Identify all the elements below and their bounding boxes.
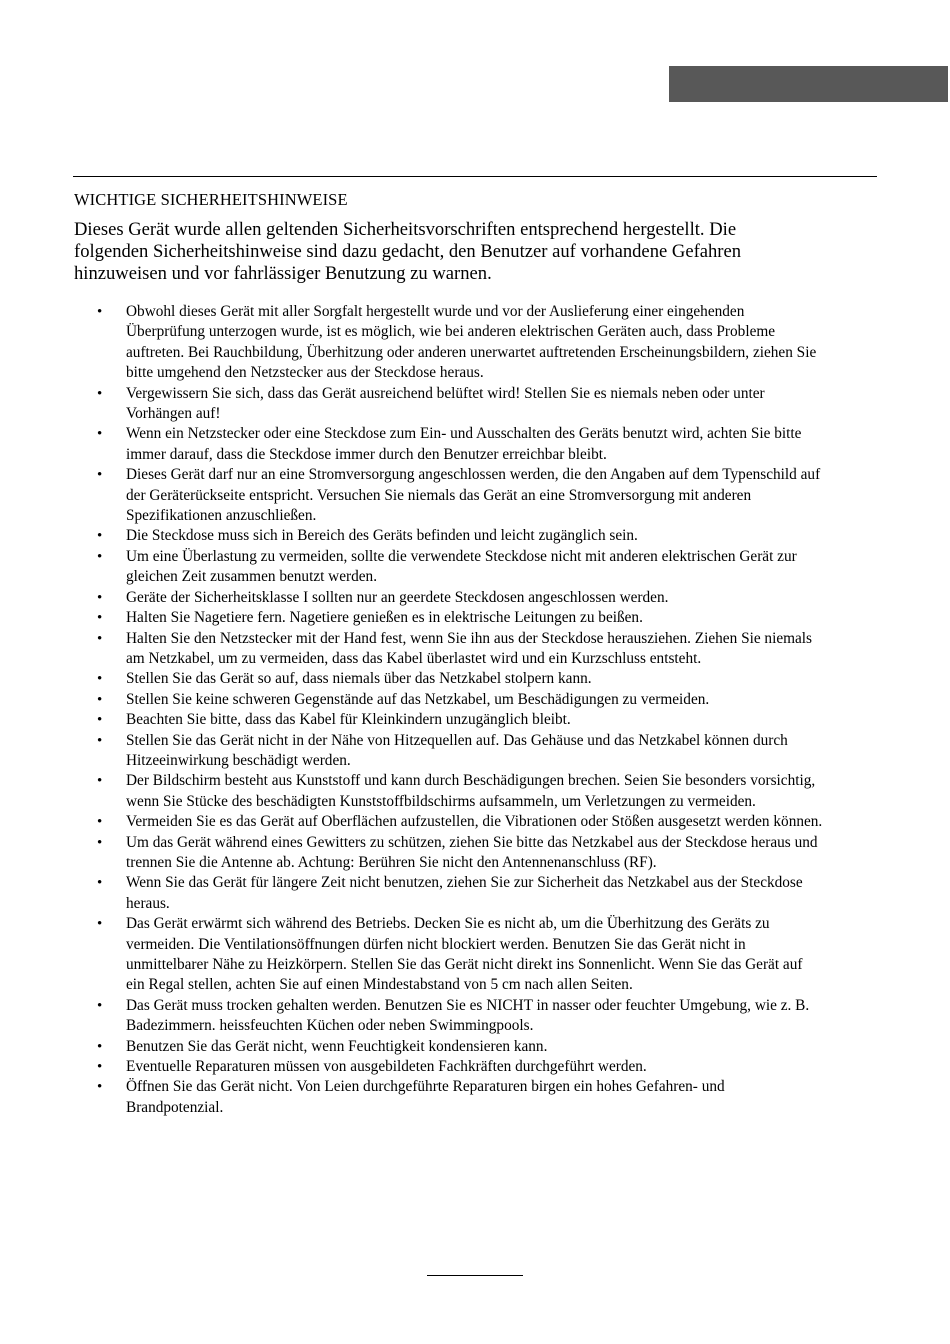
bullet-icon: • bbox=[97, 528, 103, 545]
list-item-text: Das Gerät muss trocken gehalten werden. Benutzen Sie es NICHT in nasser oder feuchter Umgebung, wie z. B. Badezimmern. heissfeuchten Küchen oder neben Swimmingpools. bbox=[126, 996, 810, 1035]
list-item-text: Um das Gerät während eines Gewitters zu schützen, ziehen Sie bitte das Netzkabel aus der Steckdose heraus und trennen Sie die Antenne ab. Achtung: Berühren Sie nicht den Antennenanschluss (RF). bbox=[126, 833, 818, 871]
list-item bbox=[74, 771, 824, 812]
list-item-text: Halten Sie Nagetiere fern. Nagetiere genießen es in elektrische Leitungen zu beißen. bbox=[126, 609, 643, 627]
bullet-icon: • bbox=[97, 467, 103, 484]
bullet-icon: • bbox=[97, 997, 103, 1014]
header-bar bbox=[669, 66, 948, 102]
bullet-icon: • bbox=[97, 1079, 103, 1096]
list-item bbox=[74, 629, 824, 670]
list-item-text: Wenn ein Netzstecker oder eine Steckdose zum Ein- und Ausschalten des Geräts benutzt wird, achten Sie bitte immer darauf, dass die Steckdose immer durch den Benutzer erreichbar bleibt. bbox=[126, 425, 802, 463]
list-item-text: Benutzen Sie das Gerät nicht, wenn Feuchtigkeit kondensieren kann. bbox=[126, 1037, 548, 1055]
list-item-text: Halten Sie den Netzstecker mit der Hand fest, wenn Sie ihn aus der Steckdose herausziehen. Ziehen Sie niemals am Netzkabel, um zu vermeiden, dass das Kabel überlastet wird und ein Kurzschluss entsteht. bbox=[126, 629, 813, 667]
list-item-text: Stellen Sie das Gerät nicht in der Nähe von Hitzequellen auf. Das Gehäuse und das Netzkabel können durch Hitzeeinwirkung beschädigt werden. bbox=[126, 731, 788, 769]
bullet-icon: • bbox=[97, 610, 103, 627]
list-item bbox=[74, 690, 824, 710]
intro-paragraph: Dieses Gerät wurde allen geltenden Sicherheitsvorschriften entsprechend hergestellt. Die folgenden Sicherheitshinweise sind dazu gedacht, den Benutzer auf vorhandene Gefahren hinzuweisen und vor fahrlässiger Benutzung zu warnen. bbox=[74, 219, 742, 284]
list-item-text: Öffnen Sie das Gerät nicht. Von Leien durchgeführte Reparaturen birgen ein hohes Gefahren- und Brandpotenzial. bbox=[126, 1078, 725, 1116]
bullet-icon: • bbox=[97, 589, 103, 606]
bullet-icon: • bbox=[97, 732, 103, 749]
bullet-icon: • bbox=[97, 304, 103, 320]
list-item bbox=[74, 1057, 824, 1077]
list-item-text: Die Steckdose muss sich in Bereich des Geräts befinden und leicht zugänglich sein. bbox=[126, 527, 638, 545]
list-item-text: Vergewissern Sie sich, dass das Gerät ausreichend belüftet wird! Stellen Sie es niemals neben oder unter Vorhängen auf! bbox=[126, 384, 765, 423]
list-item bbox=[74, 588, 824, 608]
list-item bbox=[74, 996, 824, 1037]
list-item bbox=[74, 1077, 824, 1118]
list-item-text: Obwohl dieses Gerät mit aller Sorgfalt hergestellt wurde und vor der Auslieferung einer eingehenden Überprüfung unterzogen wurde, ist es möglich, wie bei anderen elektrischen Geräten auch, dass Probleme auftreten. Bei Rauchbildung, Überhitzung oder anderen unerwartet auftretenden Erscheinungsbildern, ziehen Sie bitte umgehend den Netzstecker aus der Steckdose heraus. bbox=[126, 303, 817, 382]
bullet-icon: • bbox=[97, 426, 103, 443]
list-item bbox=[74, 731, 824, 772]
bullet-icon: • bbox=[97, 712, 103, 729]
bullet-icon: • bbox=[97, 1038, 103, 1055]
top-divider bbox=[73, 176, 877, 177]
bullet-icon: • bbox=[97, 691, 103, 708]
list-item bbox=[74, 833, 824, 874]
list-item-text: Vermeiden Sie es das Gerät auf Oberflächen aufzustellen, die Vibrationen oder Stößen ausgesetzt werden können. bbox=[126, 813, 823, 831]
list-item bbox=[74, 873, 824, 914]
list-item bbox=[74, 669, 824, 689]
list-item bbox=[74, 914, 824, 996]
list-item-text: Der Bildschirm besteht aus Kunststoff und kann durch Beschädigungen brechen. Seien Sie besonders vorsichtig, wenn Sie Stücke des beschädigten Kunststoffbildschirms aufsammeln, um Verletzungen zu vermeiden. bbox=[126, 772, 816, 810]
list-item bbox=[74, 547, 824, 588]
list-item bbox=[74, 526, 824, 546]
bullet-icon: • bbox=[97, 814, 103, 831]
bullet-icon: • bbox=[97, 916, 103, 933]
list-item bbox=[74, 1037, 824, 1057]
bullet-icon: • bbox=[97, 834, 103, 851]
list-item-text: Stellen Sie das Gerät so auf, dass niemals über das Netzkabel stolpern kann. bbox=[126, 670, 592, 688]
list-item bbox=[74, 710, 824, 730]
list-item bbox=[74, 302, 824, 384]
list-item-text: Dieses Gerät darf nur an eine Stromversorgung angeschlossen werden, die den Angaben auf dem Typenschild auf der Geräterückseite entspricht. Versuchen Sie niemals das Gerät an eine Stromversorgung mit anderen Spezifikationen anzuschließen. bbox=[126, 466, 821, 525]
list-item-text: Um eine Überlastung zu vermeiden, sollte die verwendete Steckdose nicht mit anderen elektrischen Gerät zur gleichen Zeit zusammen benutzt werden. bbox=[126, 547, 797, 586]
safety-instructions-list bbox=[74, 302, 824, 1118]
list-item bbox=[74, 384, 824, 425]
bottom-divider bbox=[427, 1275, 523, 1276]
list-item bbox=[74, 812, 824, 832]
list-item-text: Das Gerät erwärmt sich während des Betriebs. Decken Sie es nicht ab, um die Überhitzung des Geräts zu vermeiden. Die Ventilationsöffnungen dürfen nicht blockiert werden. Benutzen Sie das Gerät nicht in unmittelbarer Nähe zu Heizkörpern. Stellen Sie das Gerät nicht direkt ins Sonnenlicht. Wenn Sie das Gerät auf ein Regal stellen, achten Sie auf einen Mindestabstand von 5 cm nach allen Seiten. bbox=[126, 915, 803, 994]
section-title: WICHTIGE SICHERHEITSHINWEISE bbox=[74, 190, 348, 209]
list-item bbox=[74, 465, 824, 526]
bullet-icon: • bbox=[97, 773, 103, 790]
bullet-icon: • bbox=[97, 1059, 103, 1076]
list-item bbox=[74, 424, 824, 465]
list-item-text: Stellen Sie keine schweren Gegenstände auf das Netzkabel, um Beschädigungen zu vermeiden. bbox=[126, 690, 710, 708]
bullet-icon: • bbox=[97, 385, 103, 402]
list-item-text: Wenn Sie das Gerät für längere Zeit nicht benutzen, ziehen Sie zur Sicherheit das Netzkabel aus der Steckdose heraus. bbox=[126, 874, 803, 912]
list-item bbox=[74, 608, 824, 628]
list-item-text: Eventuelle Reparaturen müssen von ausgebildeten Fachkräften durchgeführt werden. bbox=[126, 1058, 647, 1076]
list-item-text: Geräte der Sicherheitsklasse I sollten nur an geerdete Steckdosen angeschlossen werden. bbox=[126, 588, 669, 606]
list-item-text: Beachten Sie bitte, dass das Kabel für Kleinkindern unzugänglich bleibt. bbox=[126, 711, 571, 729]
bullet-icon: • bbox=[97, 671, 103, 688]
bullet-icon: • bbox=[97, 630, 103, 647]
bullet-icon: • bbox=[97, 875, 103, 892]
bullet-icon: • bbox=[97, 548, 103, 565]
